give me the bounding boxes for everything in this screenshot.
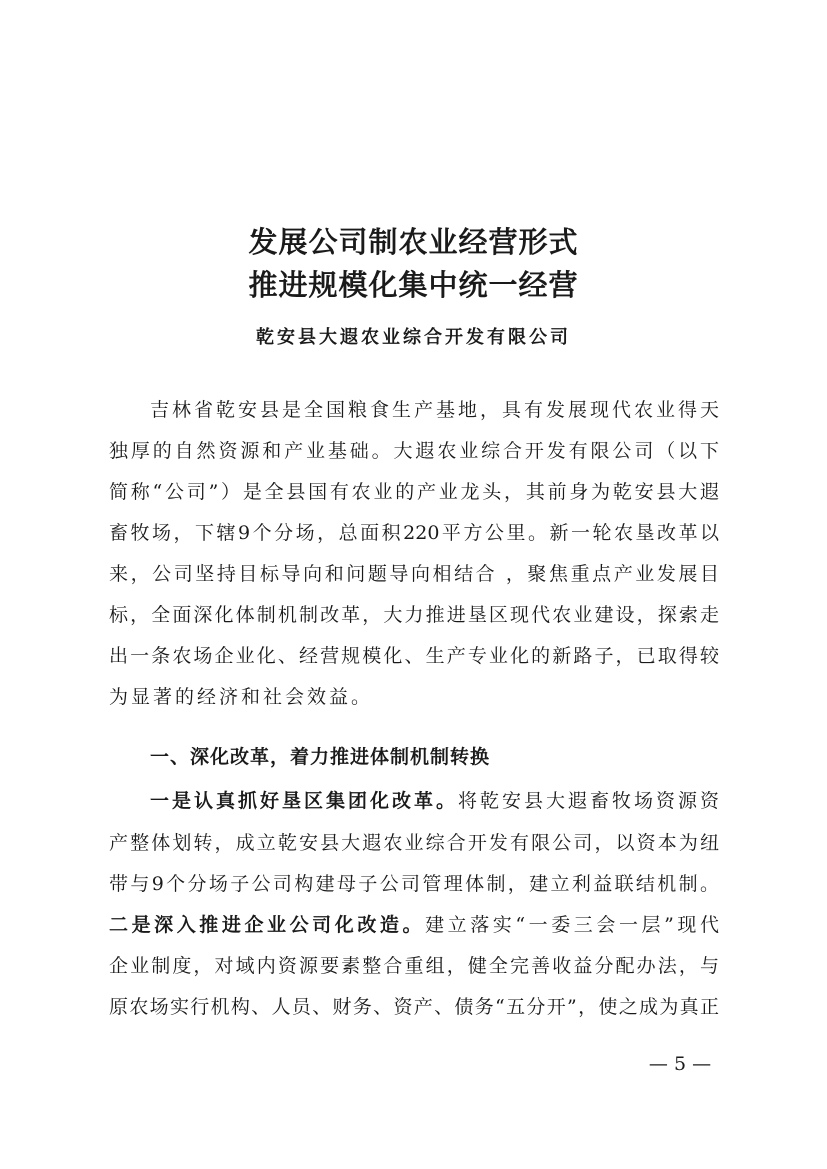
body-line: 原农场实行机构、人员、财务、资产、债务“五分开”，使之成为真正 [109,996,719,1018]
page-number: — 5 — [648,1053,712,1075]
body-line: 来，公司坚持目标导向和问题导向相结合 ，聚焦重点产业发展目 [109,563,719,585]
organization-name: 乾安县大遐农业综合开发有限公司 [256,327,571,348]
body-line: 标，全面深化体制机制改革，大力推进垦区现代农业建设，探索走 [109,604,719,626]
body-line [109,908,719,942]
body-line: 企业制度，对域内资源要素整合重组，健全完善收益分配办法，与 [109,955,719,977]
title-line-1: 发展公司制农业经营形式 [248,225,579,259]
body-line [150,784,719,818]
point-label: 二是深入推进企业公司化改造。 [109,914,426,936]
body-line: 简称“公司”）是全县国有农业的产业龙头，其前身为乾安县大遐 [109,481,719,503]
body-line: 为显著的经济和社会效益。 [109,686,374,708]
point-label: 一是认真抓好垦区集团化改革。 [150,790,458,812]
point-text: 将乾安县大遐畜牧场资源资 [457,790,719,812]
body-line: 出一条农场企业化、经营规模化、生产专业化的新路子，已取得较 [109,645,719,667]
point-text: 建立落实“一委三会一层”现代 [425,914,719,936]
body-line: 畜牧场，下辖9个分场，总面积220平方公里。新一轮农垦改革以 [109,522,719,544]
section-heading: 一、深化改革，着力推进体制机制转换 [150,746,491,768]
body-line: 产整体划转，成立乾安县大遐农业综合开发有限公司，以资本为纽 [109,832,719,854]
body-line: 带与9个分场子公司构建母子公司管理体制，建立利益联结机制。 [109,873,719,895]
body-line: 独厚的自然资源和产业基础。大遐农业综合开发有限公司（以下 [109,440,719,462]
title-line-2: 推进规模化集中统一经营 [248,268,579,302]
body-line: 吉林省乾安县是全国粮食生产基地，具有发展现代农业得天 [150,399,719,421]
